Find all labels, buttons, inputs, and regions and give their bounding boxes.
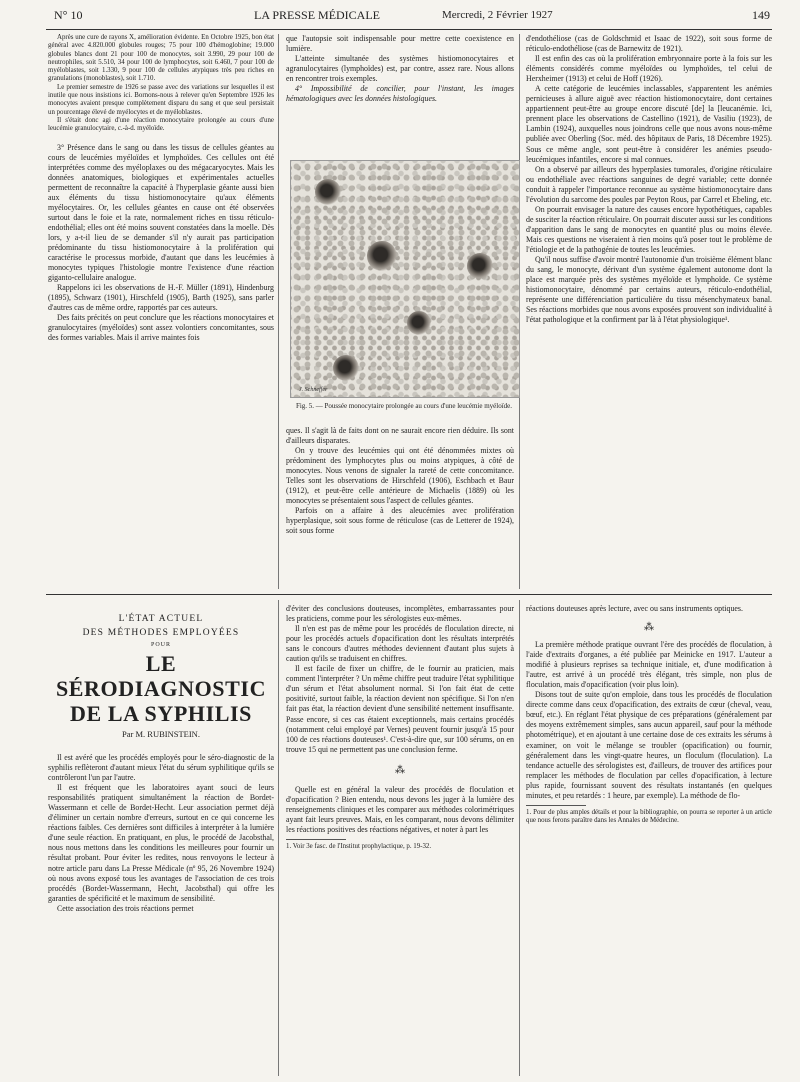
monocyte-cell <box>467 253 493 279</box>
article-column-2 <box>286 604 514 1076</box>
section-stars: ⁂ <box>395 764 405 776</box>
paragraph: Après une cure de rayons X, amélioration évidente. En Octobre 1925, bon état général avec 4.820.000 globules rouges; 75 pour 100 d'hémoglobine; 19.000 globules blancs dont 21 pour 100 de monocytes, soit 3.990, 29 pour 100 de neutrophiles, soit 5.510, 34 pour 100 de lymphocytes, soit 6.460, 7 pour 100 de myéloblastes, soit 1.330, 9 pour 100 de cellules atypiques très peu riches en granulations (monoblastes), soit 1.710. <box>48 34 274 83</box>
paragraph: 3° Présence dans le sang ou dans les tissus de cellules géantes au cours de leucémies myéloïdes et lymphoïdes. Ces cellules ont été interprétées comme des myéloplaxes ou des mégacaryocytes. Mais les données anatomiques, biologiques et expérimentales actuelles permettent de reconnaître la capacité à l'hyperplasie géante aussi bien aux éléments du tissu histiomonocytaire qu'aux éléments myélocytaires. Or, les cellules géantes en cause ont été observées surtout dans le foie et la rate, normalement riches en tissu réticulo-endothélial; elles ont été moins souvent constatées dans la moelle. Dès lors, y a-t-il lieu de se demander s'il n'y aurait pas participation prédominante du tissu histiomonocytaire à la prolifération qui caractérise le processus morbide, d'autant que dans les leucémies à monocytes typiques l'histologie montre l'existence d'une réaction giganto-cellulaire analogue. <box>48 142 274 283</box>
article-column-3 <box>526 604 772 1076</box>
paragraph: Quelle est en général la valeur des procédés de floculation et d'opacification ? Bien entendu, nous devons les juger à la lumière des renseignements cliniques et les comparer aux méthodes colorimétriques ayant fait leurs preuves. Mais, en les comparant, nous devons délimiter les réactions positives des réactions négatives, et noter à part les <box>286 784 514 834</box>
article-title: LE SÉRODIAGNOSTIC <box>55 651 267 701</box>
top-column-3 <box>526 34 772 590</box>
article-kicker: DES MÉTHODES EMPLOYÉES <box>82 628 240 638</box>
paragraph: réactions douteuses après lecture, avec ou sans instruments optiques. <box>526 604 743 613</box>
paragraph: On a observé par ailleurs des hyperplasies tumorales, d'origine réticulaire ou endothéliale avec réactions sanguines de degré variable; cette donnée conduit à rappeler l'importance reconnue au système histiomonocytaire dans l'évolution du sarcome des poules par Peyton Rous, par Carrel et Ebeling, etc. <box>526 164 772 204</box>
article-pour: POUR <box>150 642 171 648</box>
micrograph-figure <box>290 160 520 398</box>
monocyte-cell <box>367 241 397 271</box>
paragraph: A cette catégorie de leucémies inclassables, s'apparentent les anémies pernicieuses à allure aiguë avec réaction histiomonocytaire, dont certaines appartiennent peut-être au groupe encore discuté [de] la [leucanémie. Ici, prennent place les observations de Castellino (1921), de Vasiliu (1923), de Lambin (1924), auxquelles nous joindrons celle que nous avons nous-même publiée avec Oberling (Soc. méd. des hôpitaux de Paris, 18 Décembre 1925). Sous ce même angle, sont peut-être à considérer les anémies pseudo-leucémiques infantiles, encore si mal connues. <box>526 84 772 164</box>
paragraph: d'éviter des conclusions douteuses, incomplètes, embarrassantes pour les praticiens, comme pour les sérologistes eux-mêmes. <box>286 604 514 624</box>
monocyte-cell <box>407 311 431 335</box>
section-stars: ⁂ <box>644 622 654 634</box>
header-rule <box>46 29 772 30</box>
figure-caption: Fig. 5. — Poussée monocytaire prolongée au cours d'une leucémie myéloïde. <box>295 402 513 410</box>
column-rule <box>278 34 279 589</box>
top-column-2-lower <box>286 426 514 588</box>
paragraph: On pourrait envisager la nature des causes encore hypothétiques, capables de susciter la réaction réticulaire. On pourrait discuter aussi sur les conditions d'apparition dans le sang de monocytes en quantité plus ou moins élevée. Mais ces questions ne viseraient à rien moins qu'à poser tout le problème de l'étiologie et de la pathogénie de toutes les leucémies. <box>526 204 772 254</box>
paragraph: 4° Impossibilité de concilier, pour l'instant, les images hématologiques avec les données histologiques. <box>286 84 514 104</box>
paragraph: Cette association des trois réactions permet <box>57 903 194 913</box>
monocyte-cell <box>315 179 341 205</box>
paragraph: d'endothéliose (cas de Goldschmid et Isaac de 1922), soit sous forme de réticulo-endothéliose (cas de Barnewitz de 1921). <box>526 34 772 54</box>
article-author: Par M. RUBINSTEIN. <box>122 729 200 739</box>
paragraph: Rappelons ici les observations de H.-F. Müller (1891), Hindenburg (1895), Schwarz (1901), Hirschfeld (1905), Barth (1925), sans parler d'autres cas de même ordre, rapportés par ces auteurs. <box>48 283 274 313</box>
monocyte-cell <box>333 355 359 381</box>
journal-title: LA PRESSE MÉDICALE <box>254 8 381 22</box>
top-column-2-upper <box>286 34 514 158</box>
paragraph: Le premier semestre de 1926 se passe avec des variations sur lesquelles il est inutile que nous insistions ici. Bornons-nous à relever qu'en Septembre 1926 les monocytes avaient presque complètement disparu du sang et que seul persistait un pourcentage élevé de myélocytes et de myéloblastes. <box>48 83 274 116</box>
paragraph: Il n'en est pas de même pour les procédés de floculation directe, ni pour les procédés actuels d'opacification dont les résultats interprétés sans le concours d'autres méthodes deviennent d'autant plus sujets à caution qu'ils se traduisent en chiffres. <box>286 624 514 664</box>
page-header <box>54 8 770 26</box>
paragraph: Il est avéré que les procédés employés pour le séro-diagnostic de la syphilis reflèteront d'autant mieux l'état du sérum syphilitique qu'ils se contrôleront l'un par l'autre. <box>48 753 274 783</box>
article-column-1 <box>48 604 274 1076</box>
issue-date: Mercredi, 2 Février 1927 <box>442 9 553 21</box>
footnote-rule <box>286 839 346 840</box>
paragraph: La première méthode pratique ouvrant l'ère des procédés de floculation, à l'aide d'extraits d'organes, a été publiée par Meinicke en 1917. L'auteur a modifié à plusieurs reprises sa technique initiale, et, d'une modification à l'autre, est arrivé à un procédé très élégant, très simple, non plus de floculation, mais d'opacification (voir plus loin). <box>526 640 772 690</box>
section-rule <box>46 594 772 595</box>
issue-number: N° 10 <box>54 8 83 22</box>
paragraph: Il est fréquent que les laboratoires ayant souci de leurs responsabilités pratiquent simultanément la réaction de Bordet-Wassermann et celle de Bordet-Hecht. Leur association permet déjà d'éliminer un certain nombre d'erreurs, surtout en ce qui concerne les réactions faibles. Ces dernières sont difficiles à interpréter à la lumière d'une seule réaction. En pratiquant, en plus, le procédé de Jacobsthal, nous nous mettons dans les conditions les meilleures pour fournir un résultat probant. Pour éviter les redites, nous renvoyons le lecteur à notre article paru dans La Presse Médicale (nº 95, 26 Novembre 1924) où nous avons exposé tous les avantages de l'association de ces trois procédés (Bordet-Wassermann, Hecht, Jacobsthal) qui offre les garanties de spécificité et le maximum de sensibilité. <box>48 783 274 903</box>
paragraph: Qu'il nous suffise d'avoir montré l'autonomie d'un troisième élément blanc du sang, le monocyte, dérivant d'un système également autonome dont la place est marquée près des systèmes myéloïde et lymphoïde. Ce système histiomonocytaire, dénommé par certains auteurs, réticulo-endothélial, représente une différenciation particulière du tissu mésenchymateux banal. Ses réactions morbides que nous avons exposées prouvent son individualité à l'état pathologique et la confirment par là à l'état physiologique¹. <box>526 255 772 325</box>
footnote: 1. Voir 3e fasc. de l'Institut prophylactique, p. 19-32. <box>286 842 432 850</box>
footnote: 1. Pour de plus amples détails et pour la bibliographie, on pourra se reporter à un article que nous ferons paraître dans les Annales de Médecine. <box>526 808 772 825</box>
paragraph: On y trouve des leucémies qui ont été dénommées mixtes où prédominent des lymphocytes plus ou moins atypiques, à côté de monocytes. Nous venons de signaler la rareté de cette concomitance. Telles sont les observations de Hirschfeld (1906), Eschbach et Baur (1912), et peut-être celle antérieure de Michaelis (1889) où les monocytes se présentaient sous l'aspect de cellules géantes. <box>286 446 514 506</box>
article-kicker: L'ÉTAT ACTUEL <box>118 614 204 624</box>
paragraph: ques. Il s'agit là de faits dont on ne saurait encore rien déduire. Ils sont d'ailleurs disparates. <box>286 426 514 446</box>
top-column-1 <box>48 34 274 590</box>
figure-signature: J. Schneffer <box>299 387 328 393</box>
column-rule <box>278 600 279 1076</box>
footnote-rule <box>526 805 586 806</box>
paragraph: Disons tout de suite qu'on emploie, dans tous les procédés de floculation directe comme dans ceux d'opacification, des extraits de cœur (cheval, veau, bœuf, etc.). En réglant l'état physique de ces préparations (généralement par des moyens extrêmement simples, sans aucun appareil, sauf pour la méthode photométrique), et en ajoutant à une certaine dose de ces extraits les sérums à examiner, on voit le mélange se troubler (opacification) ou fournir, généralement dans les vingt-quatre heures, un floculum (floculation). La tendance actuelle des sérologistes est, d'ailleurs, de trouver des artifices pour remplacer les méthodes de floculation par celles d'opacification, à lecture plus rapide, fournissant souvent des résultats instantanés (en quelques minutes, et peu retardés : 1 heure, par exemple). La méthode de flo- <box>526 690 772 800</box>
page-folio: 149 <box>752 8 770 22</box>
paragraph: Il s'était donc agi d'une réaction monocytaire prolongée au cours d'une leucémie granulocytaire, c.-à-d. myéloïde. <box>48 116 274 133</box>
column-rule <box>519 600 520 1076</box>
paragraph: Des faits précités on peut conclure que les réactions monocytaires et granulocytaires (myéloïdes) sont assez volontiers concomitantes, sous des formes variables. Mais il arrive maintes fois <box>48 313 274 343</box>
article-title: DE LA SYPHILIS <box>69 701 252 726</box>
paragraph: Il est facile de fixer un chiffre, de le fournir au praticien, mais comment l'interpréter ? Un même chiffre peut traduire l'état syphilitique d'un sérum et l'état absolument normal. Si l'on fait état de cette positivité, surtout faible, la réaction devient non spécifique. Si l'on n'en fait pas état, la réaction devient d'une sensibilité nettement insuffisante. Passe encore, si ces cas étaient exceptionnels, mais certains procédés (notamment celui employé par Vernes) peuvent fournir jusqu'à 15 pour 100 de ces réactions douteuses¹. C'est-à-dire que, sur 100 sérums, on en trouve 15 qui ne permettent pas une conclusion ferme. <box>286 664 514 754</box>
paragraph: que l'autopsie soit indispensable pour mettre cette coexistence en lumière. <box>286 34 514 54</box>
paragraph: Il est enfin des cas où la prolifération embryonnaire porte à la fois sur les éléments considérés comme myéloïdes ou lymphoïdes, tel celui de Herxheimer (1913) et celui de Hoff (1926). <box>526 54 772 84</box>
paragraph: L'atteinte simultanée des systèmes histiomonocytaires et agranulocytaires (lymphoïdes) est, par contre, assez rare. Nous allons en rencontrer trois exemples. <box>286 54 514 84</box>
paragraph: Parfois on a affaire à des aleucémies avec prolifération hyperplasique, soit sous forme de réticulose (cas de Letterer de 1924), soit sous forme <box>286 506 514 536</box>
